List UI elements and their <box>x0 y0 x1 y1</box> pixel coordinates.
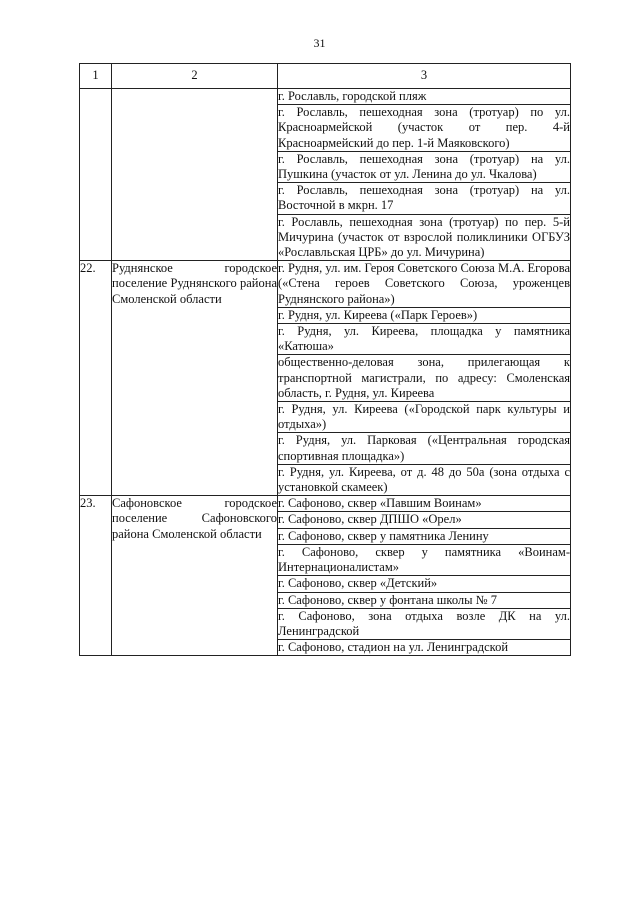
locations-table <box>79 63 571 656</box>
location-cell: г. Сафоново, сквер у фонтана школы № 7 <box>278 592 571 608</box>
location-cell: г. Рославль, пешеходная зона (тротуар) на ул. Пушкина (участок от ул. Ленина до ул. Чкалова) <box>278 151 570 182</box>
table-row <box>80 89 571 105</box>
settlement-name-cell <box>112 89 278 261</box>
location-cell: г. Сафоново, зона отдыха возле ДК на ул. Ленинградской <box>278 608 570 638</box>
location-cell: г. Рудня, ул. Киреева («Парк Героев») <box>278 307 571 323</box>
location-cell: г. Сафоново, сквер «Павшим Воинам» <box>278 496 571 512</box>
row-number-cell: 23. <box>80 496 112 656</box>
location-cell: г. Рудня, ул. Киреева («Городской парк культуры и отдыха») <box>278 402 570 432</box>
location-cell: г. Рославль, пешеходная зона (тротуар) по пер. 5-й Мичурина (участок от взрослой поликлиники ОГБУЗ «Рославльская ЦРБ» до ул. Мичурина) <box>278 214 570 260</box>
row-number-cell: 22. <box>80 261 112 496</box>
table-row <box>80 496 571 512</box>
location-cell: г. Рудня, ул. Киреева, от д. 48 до 50а (зона отдыха с установкой скамеек) <box>278 464 570 495</box>
location-cell: г. Рославль, пешеходная зона (тротуар) на ул. Восточной в мкрн. 17 <box>278 183 570 213</box>
location-cell: г. Рудня, ул. Парковая («Центральная городская спортивная площадка») <box>278 433 570 463</box>
location-cell: г. Сафоново, сквер у памятника Ленину <box>278 528 571 544</box>
header-col-1: 1 <box>80 64 112 89</box>
row-number-cell <box>80 89 112 261</box>
location-cell: г. Сафоново, сквер у памятника «Воинам-Интернационалистам» <box>278 544 570 575</box>
page-number: 31 <box>313 36 326 50</box>
location-cell: г. Рославль, пешеходная зона (тротуар) по ул. Красноармейской (участок от пер. 4-й Красноармейский до пер. 1-й Маяковского) <box>278 105 570 150</box>
settlement-name-cell: Сафоновское городское поселение Сафоновского района Смоленской области <box>112 496 278 656</box>
location-cell: г. Сафоново, сквер ДПШО «Орел» <box>278 512 571 528</box>
table-row <box>80 261 571 308</box>
header-col-3: 3 <box>278 64 571 89</box>
location-cell: г. Рудня, ул. им. Героя Советского Союза М.А. Егорова («Стена героев Советского Союза, уроженцев Руднянского района») <box>278 261 570 306</box>
location-cell: г. Рославль, городской пляж <box>278 89 571 105</box>
location-cell: г. Сафоново, стадион на ул. Ленинградской <box>278 640 571 656</box>
settlement-name-cell: Руднянское городское поселение Руднянского района Смоленской области <box>112 261 278 496</box>
location-cell: г. Сафоново, сквер «Детский» <box>278 576 571 592</box>
header-col-2: 2 <box>112 64 278 89</box>
location-cell: г. Рудня, ул. Киреева, площадка у памятника «Катюша» <box>278 324 570 354</box>
location-cell: общественно-деловая зона, прилегающая к транспортной магистрали, по адресу: Смоленская область, г. Рудня, ул. Киреева <box>278 355 570 400</box>
table-header-row <box>80 64 571 89</box>
